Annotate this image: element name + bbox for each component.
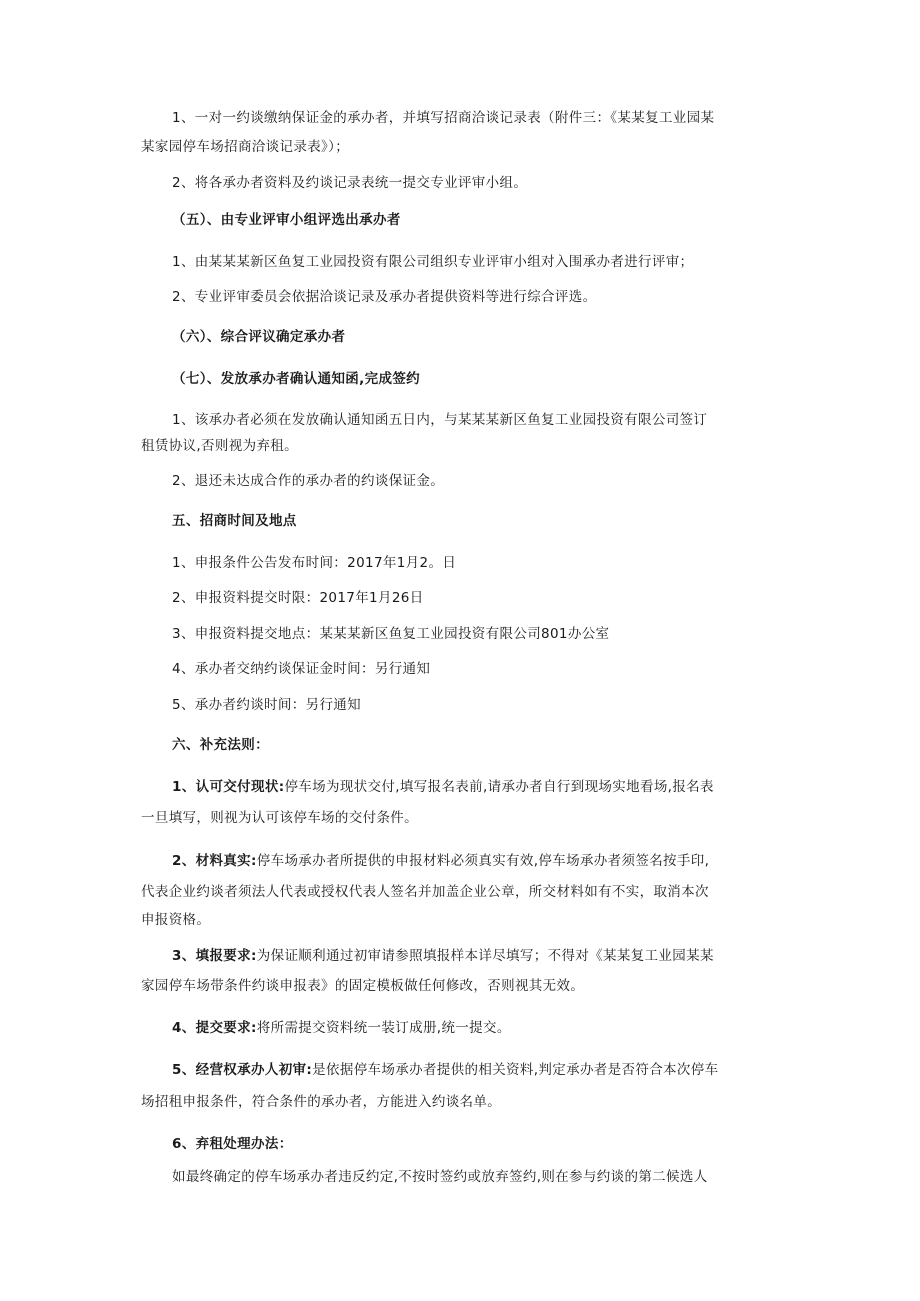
text-line: 家园停车场带条件约谈申报表》的固定模板做任何修改，否则视其无效。 <box>141 978 585 994</box>
rule-label: 1、认可交付现状: <box>172 779 285 795</box>
text-line: 如最终确定的停车场承办者违反约定,不按时签约或放弃签约,则在参与约谈的第二候选人 <box>172 1169 708 1185</box>
rule-label: 5、经营权承办人初审: <box>172 1062 313 1078</box>
section-heading: （七）、发放承办者确认通知函,完成签约 <box>172 371 421 387</box>
text-line: 2、专业评审委员会依据洽谈记录及承办者提供资料等进行综合评选。 <box>172 289 597 305</box>
rule-item-5 <box>172 1060 812 1080</box>
text-line: 场招租申报条件，符合条件的承办者，方能进入约谈名单。 <box>141 1094 502 1110</box>
rule-text: 停车场为现状交付,填写报名表前,请承办者自行到现场实地看场,报名表 <box>284 779 714 795</box>
text-line: 5、承办者约谈时间：另行通知 <box>172 697 361 713</box>
rule-item-2 <box>172 851 812 871</box>
rule-label: 4、提交要求: <box>172 1020 257 1036</box>
section-heading: 五、招商时间及地点 <box>172 513 297 529</box>
rule-label: 2、材料真实: <box>172 853 257 869</box>
text-line: 2、将各承办者资料及约谈记录表统一提交专业评审小组。 <box>172 175 528 191</box>
section-heading: 6、弃租处理办法： <box>172 1136 293 1152</box>
text-line: 1、一对一约谈缴纳保证金的承办者，并填写招商洽谈记录表（附件三：《某某复工业园某 <box>172 110 715 126</box>
rule-text: 为保证顺利通过初审请参照填报样本详尽填写；不得对《某某复工业园某某 <box>256 948 714 964</box>
text-line: 某家园停车场招商洽谈记录表》）； <box>141 139 350 155</box>
text-line: 代表企业约谈者须法人代表或授权代表人签名并加盖企业公章，所交材料如有不实，取消本次 <box>141 884 709 900</box>
text-line: 1、该承办者必须在发放确认通知函五日内，与某某某新区鱼复工业园投资有限公司签订 <box>172 412 708 428</box>
section-heading: 六、补充法则： <box>172 737 269 753</box>
text-line: 3、申报资料提交地点：某某某新区鱼复工业园投资有限公司801办公室 <box>172 626 610 642</box>
rule-text: 停车场承办者所提供的申报材料必须真实有效,停车场承办者须签名按手印, <box>256 853 710 869</box>
text-line: 申报资格。 <box>141 912 211 928</box>
rule-item-3 <box>172 946 812 966</box>
text-line: 2、退还未达成合作的承办者的约谈保证金。 <box>172 473 445 489</box>
text-line: 4、承办者交纳约谈保证金时间：另行通知 <box>172 661 431 677</box>
rule-label: 3、填报要求: <box>172 948 257 964</box>
text-line: 1、申报条件公告发布时间：2017年1月2。日 <box>172 555 457 571</box>
text-line: 一旦填写，则视为认可该停车场的交付条件。 <box>141 810 418 826</box>
rule-item-1 <box>172 777 812 797</box>
rule-text: 将所需提交资料统一装订成册,统一提交。 <box>256 1020 511 1036</box>
rule-text: 是依据停车场承办者提供的相关资料,判定承办者是否符合本次停车 <box>312 1062 719 1078</box>
section-heading: （五）、由专业评审小组评选出承办者 <box>172 212 401 228</box>
text-line: 1、由某某某新区鱼复工业园投资有限公司组织专业评审小组对入围承办者进行评审； <box>172 254 694 270</box>
text-line: 2、申报资料提交时限：2017年1月26日 <box>172 590 424 606</box>
section-heading: （六）、综合评议确定承办者 <box>172 329 346 345</box>
text-line: 租赁协议,否则视为弃租。 <box>141 438 298 454</box>
rule-item-4 <box>172 1018 812 1038</box>
